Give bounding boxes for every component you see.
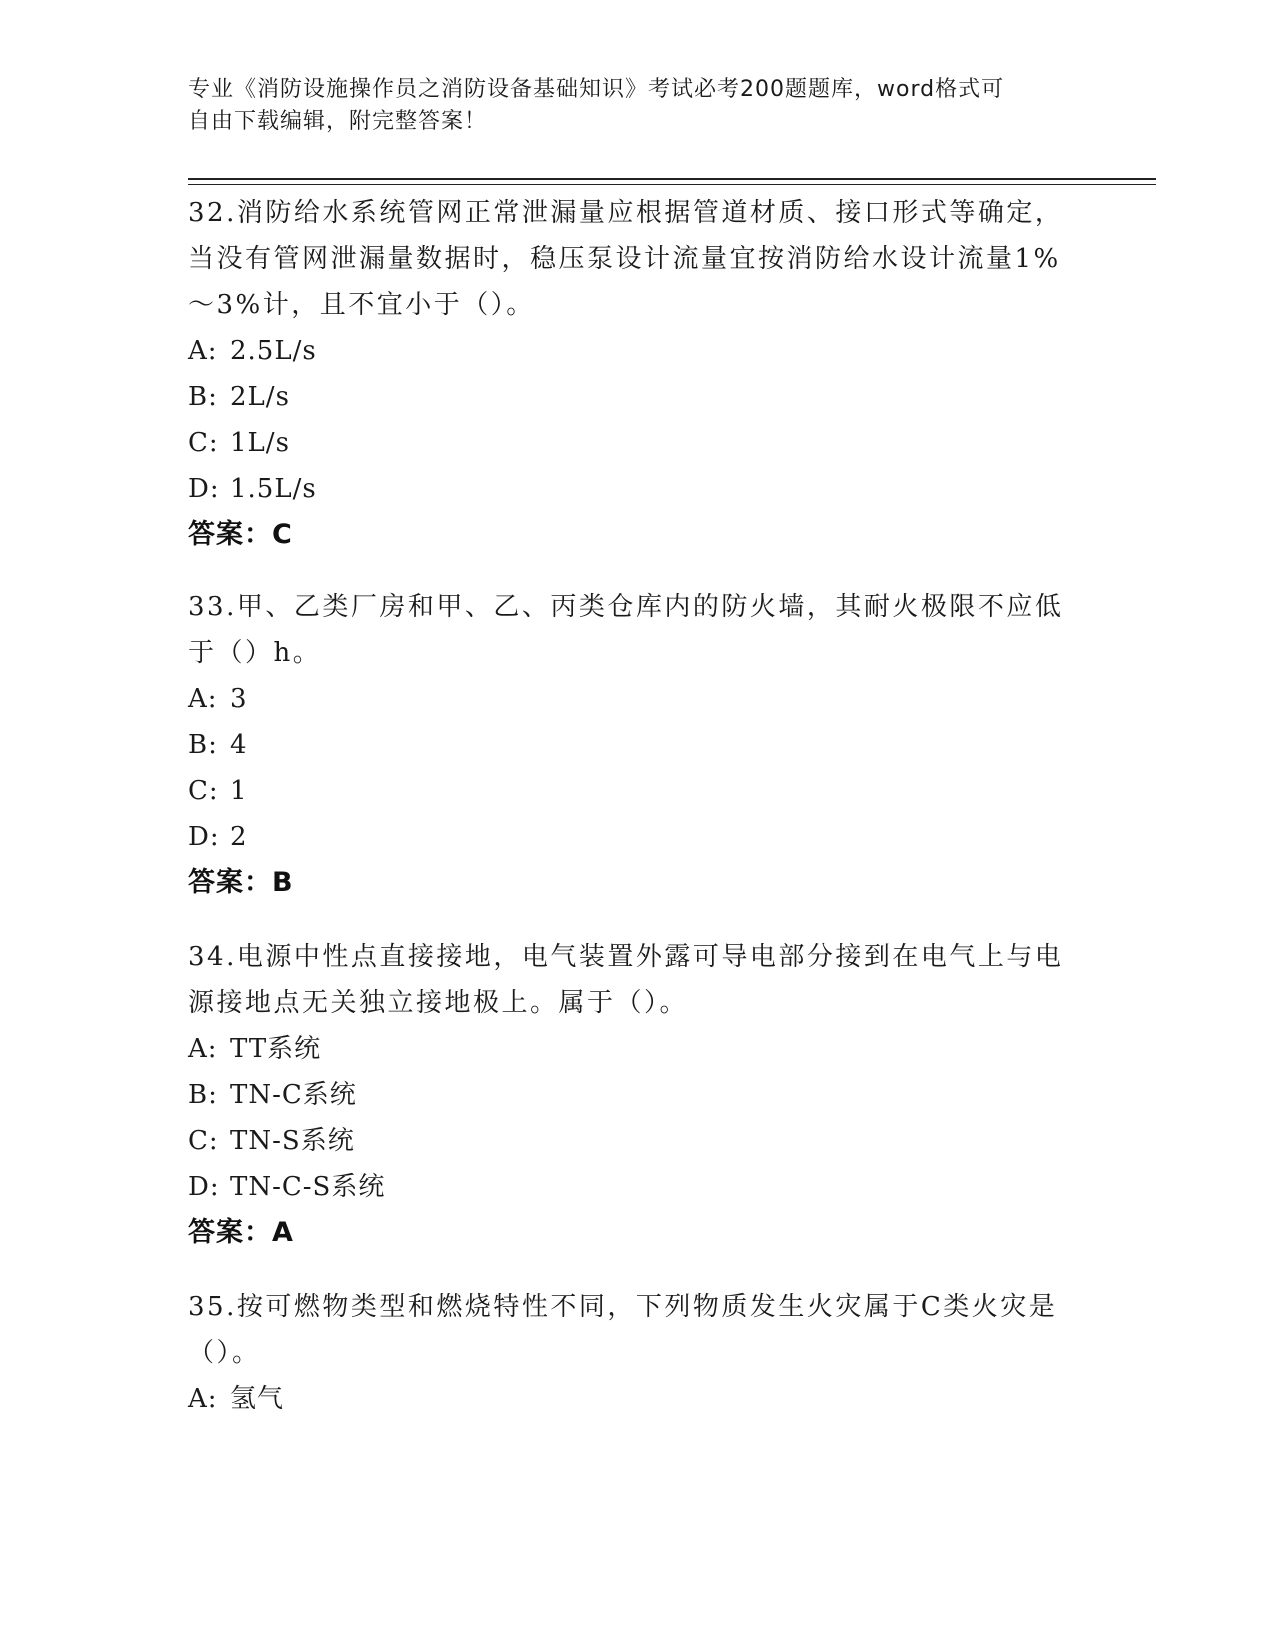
- question-stem: 32.消防给水系统管网正常泄漏量应根据管道材质、接口形式等确定，当没有管网泄漏量数据时，稳压泵设计流量宜按消防给水设计流量1%～3%计，且不宜小于（）。: [188, 198, 1064, 320]
- header-rule-thin: [188, 184, 1156, 185]
- option-key: A:: [188, 1034, 218, 1064]
- option-text: 4: [230, 730, 248, 760]
- answer: 答案：C: [188, 519, 293, 550]
- option-a: [188, 1376, 1088, 1422]
- answer: 答案：B: [188, 867, 294, 898]
- option-d: [188, 466, 1088, 512]
- option-a: [188, 1026, 1088, 1072]
- option-text: 1L/s: [230, 428, 290, 458]
- header-rule-thick: [188, 178, 1156, 180]
- option-c: [188, 1118, 1088, 1164]
- question-35: [188, 1284, 1088, 1422]
- question-33: [188, 584, 1088, 906]
- option-b: [188, 1072, 1088, 1118]
- question-34: [188, 934, 1088, 1256]
- option-text: TN-C系统: [230, 1080, 357, 1110]
- option-key: C:: [188, 1126, 219, 1156]
- option-text: 氢气: [230, 1384, 285, 1414]
- question-stem: 33.甲、乙类厂房和甲、乙、丙类仓库内的防火墙，其耐火极限不应低于（）h。: [188, 592, 1064, 668]
- option-key: B:: [188, 382, 218, 412]
- document-header: [188, 74, 1068, 138]
- option-key: A:: [188, 1384, 218, 1414]
- option-key: D:: [188, 1172, 220, 1202]
- option-text: 2.5L/s: [230, 336, 317, 366]
- option-c: [188, 768, 1088, 814]
- option-text: 3: [230, 684, 248, 714]
- option-d: [188, 814, 1088, 860]
- answer: 答案：A: [188, 1217, 294, 1248]
- option-key: A:: [188, 684, 218, 714]
- header-line-1: 专业《消防设施操作员之消防设备基础知识》考试必考200题题库，word格式可: [188, 77, 1005, 102]
- option-text: TN-C-S系统: [230, 1172, 386, 1202]
- option-key: C:: [188, 428, 219, 458]
- option-a: [188, 328, 1088, 374]
- option-key: A:: [188, 336, 218, 366]
- option-text: TN-S系统: [230, 1126, 355, 1156]
- option-text: 2L/s: [230, 382, 290, 412]
- option-text: TT系统: [230, 1034, 322, 1064]
- option-b: [188, 374, 1088, 420]
- option-text: 1.5L/s: [230, 474, 317, 504]
- option-text: 2: [230, 822, 248, 852]
- option-key: B:: [188, 730, 218, 760]
- question-stem: 35.按可燃物类型和燃烧特性不同，下列物质发生火灾属于C类火灾是（）。: [188, 1292, 1058, 1368]
- question-stem: 34.电源中性点直接接地，电气装置外露可导电部分接到在电气上与电源接地点无关独立接地极上。属于（）。: [188, 942, 1064, 1018]
- option-key: B:: [188, 1080, 218, 1110]
- option-key: C:: [188, 776, 219, 806]
- header-line-2: 自由下载编辑，附完整答案！: [188, 109, 488, 134]
- option-b: [188, 722, 1088, 768]
- option-key: D:: [188, 822, 220, 852]
- question-32: [188, 190, 1088, 558]
- option-key: D:: [188, 474, 220, 504]
- option-a: [188, 676, 1088, 722]
- option-text: 1: [230, 776, 248, 806]
- option-c: [188, 420, 1088, 466]
- option-d: [188, 1164, 1088, 1210]
